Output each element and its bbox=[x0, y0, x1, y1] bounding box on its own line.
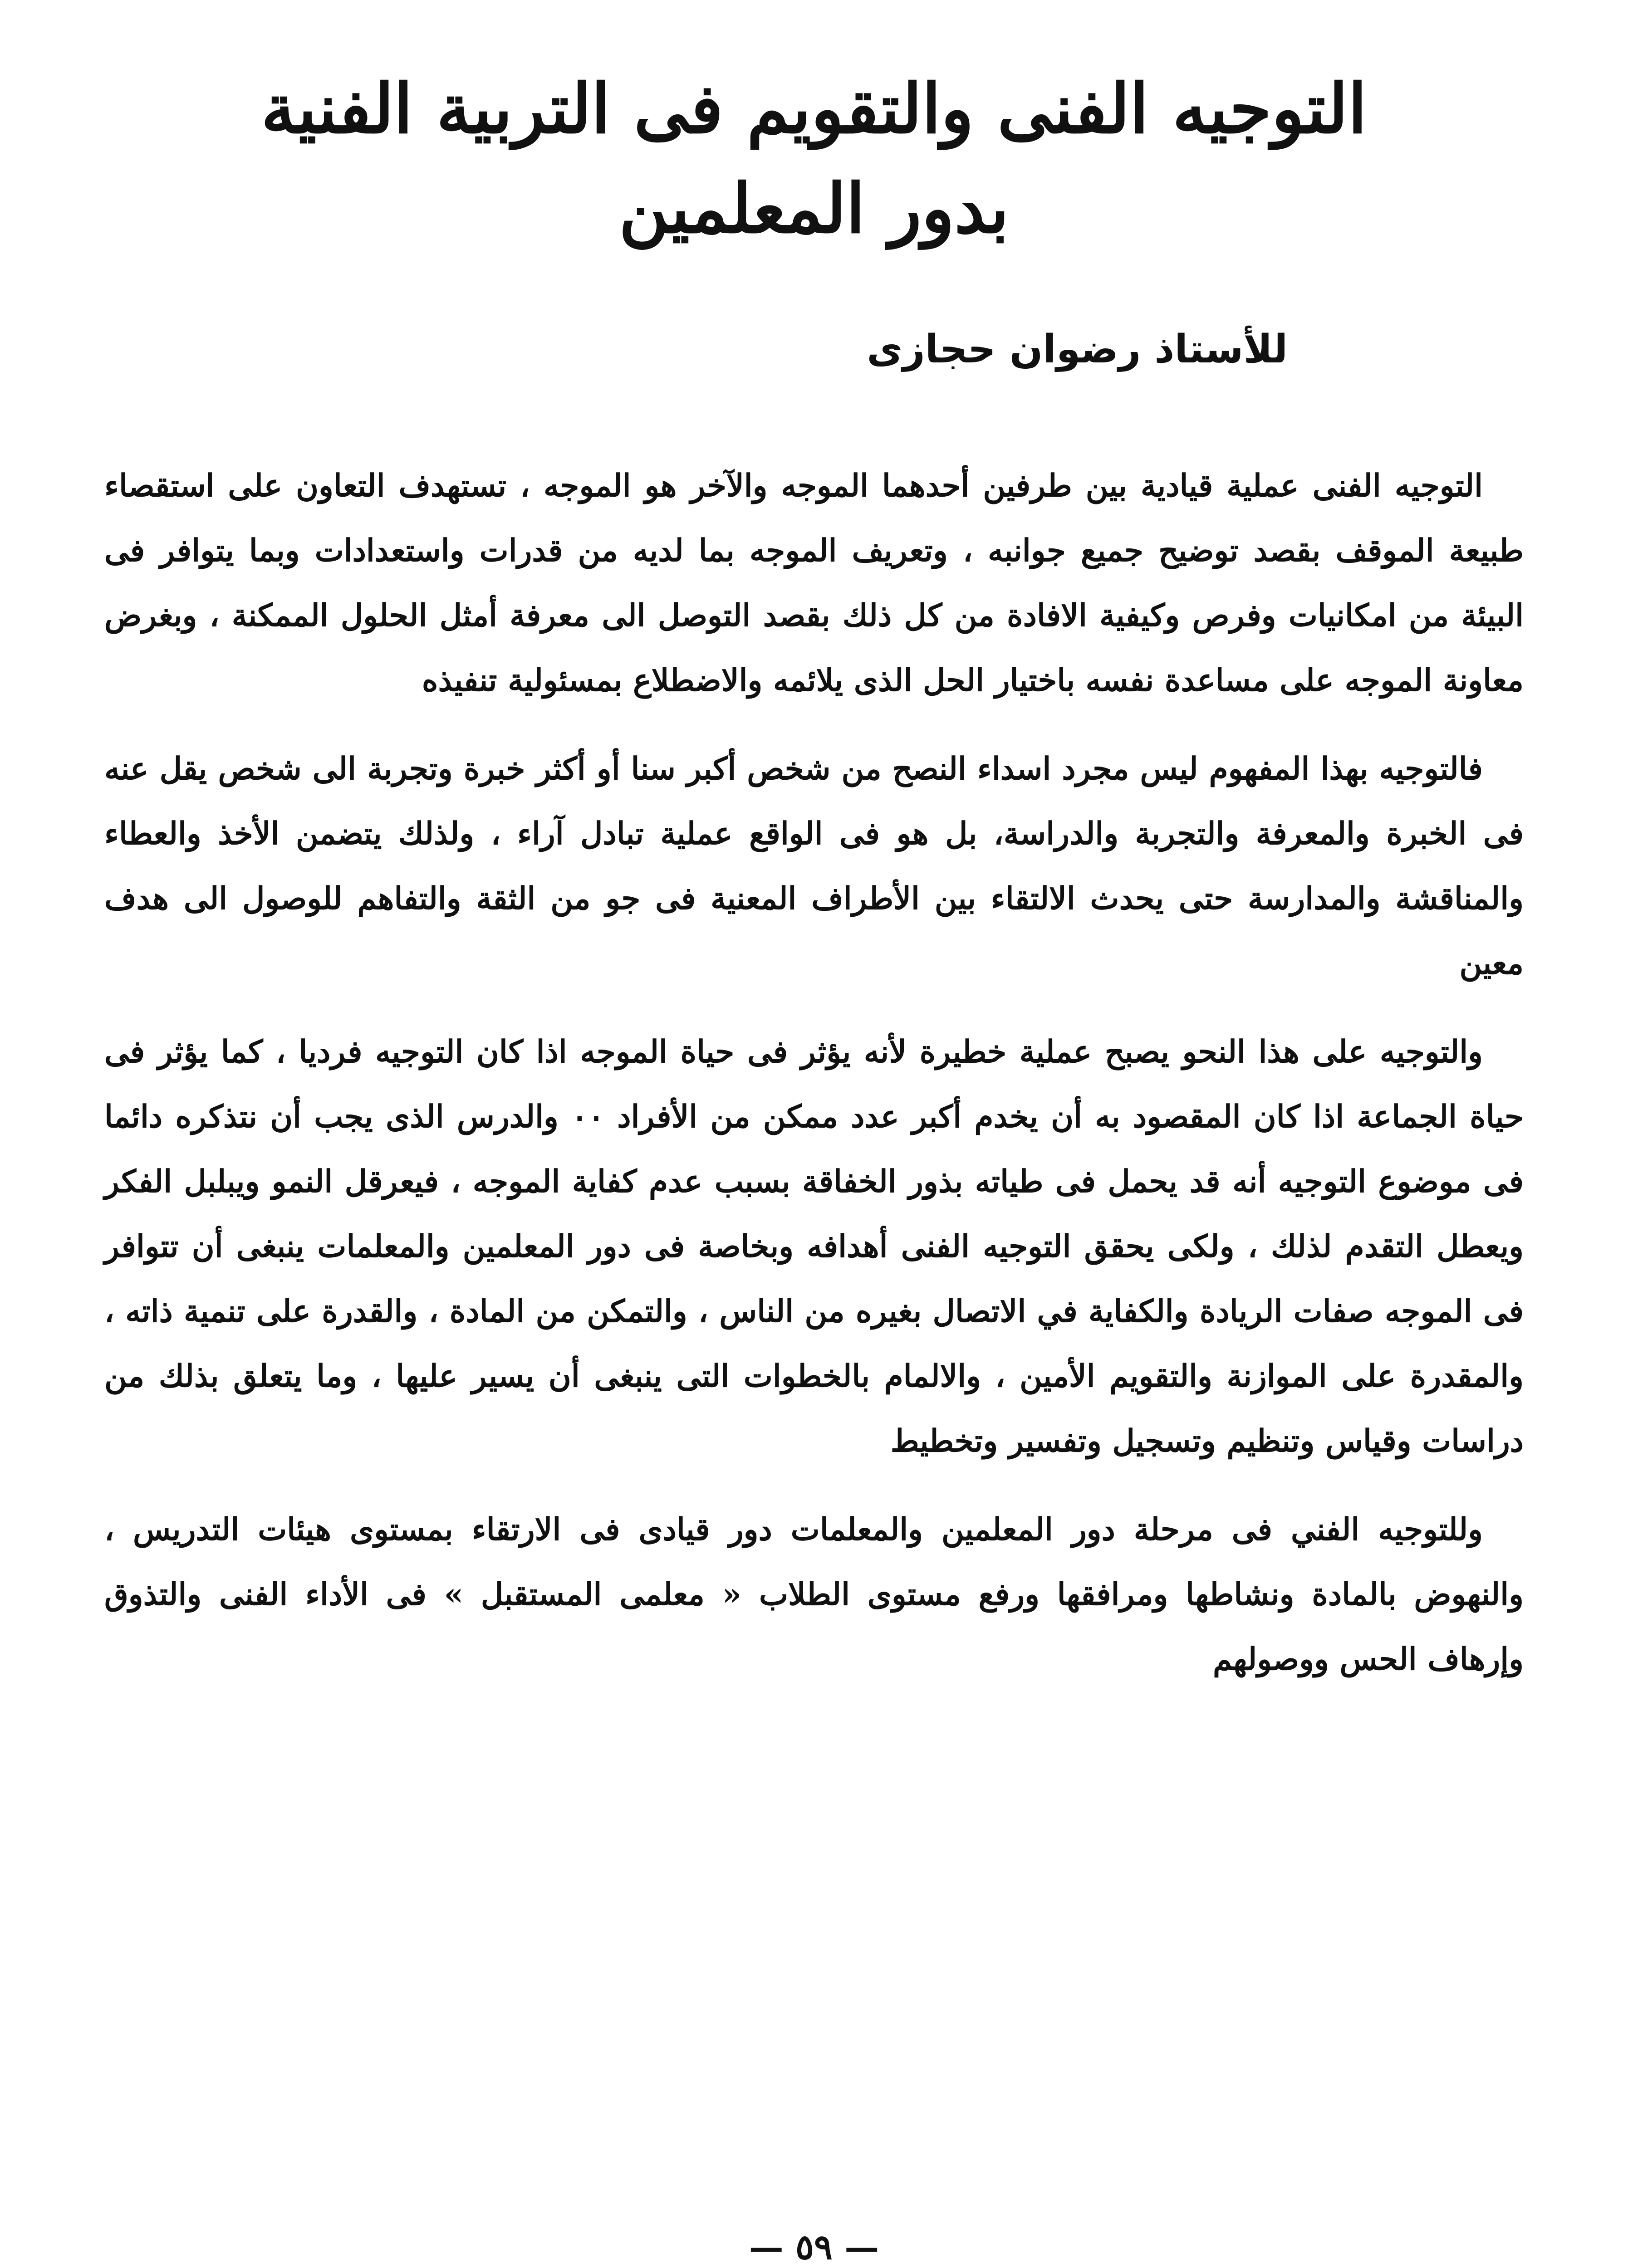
paragraph-1-text: التوجيه الفنى عملية قيادية بين طرفين أحدهما الموجه والآخر هو الموجه ، تستهدف التعاون على استقصاء طبيعة الموقف بقصد توضيح جميع جوانبه ، وتعريف الموجه بما لديه من قدرات واستعدادات وبما يتوافر فى البيئة من امكانيات وفرص وكيفية الافادة من كل ذلك بقصد التوصل الى معرفة أمثل الحلول الممكنة ، وبغرض معاونة الموجه على مساعدة نفسه باختيار الحل الذى يلائمه والاضطلاع بمسئولية تنفيذه bbox=[104, 468, 1524, 699]
paragraph-2-text: فالتوجيه بهذا المفهوم ليس مجرد اسداء النصح من شخص أكبر سنا أو أكثر خبرة وتجربة الى شخص يقل عنه فى الخبرة والمعرفة والتجربة والدراسة، بل هو فى الواقع عملية تبادل آراء ، ولذلك يتضمن الأخذ والعطاء والمناقشة والمدارسة حتى يحدث الالتقاء بين الأطراف المعنية فى جو من الثقة والتفاهم للوصول الى هدف معين bbox=[104, 751, 1524, 982]
article-body bbox=[104, 454, 1524, 1692]
author-byline: للأستاذ رضوان حجازى bbox=[867, 327, 1288, 372]
title-block bbox=[104, 59, 1524, 259]
article-subtitle: بدور المعلمين bbox=[619, 169, 1009, 249]
paragraph-4-text: وللتوجيه الفني فى مرحلة دور المعلمين والمعلمات دور قيادى فى الارتقاء بمستوى هيئات التدريس ، والنهوض بالمادة ونشاطها ومرافقها ورفع مستوى الطلاب « معلمى المستقبل » فى الأداء الفنى والتذوق وإرهاف الحس ووصولهم bbox=[104, 1511, 1524, 1677]
paragraph-4 bbox=[104, 1497, 1524, 1692]
paragraph-3 bbox=[104, 1020, 1524, 1474]
paragraph-2 bbox=[104, 737, 1524, 996]
paragraph-3-text: والتوجيه على هذا النحو يصبح عملية خطيرة لأنه يؤثر فى حياة الموجه اذا كان التوجيه فرديا ، كما يؤثر فى حياة الجماعة اذا كان المقصود به أن يخدم أكبر عدد ممكن من الأفراد ٠٠ والدرس الذى يجب أن نتذكره دائما فى موضوع التوجيه أنه قد يحمل فى طياته بذور الخفاقة بسبب عدم كفاية الموجه ، فيعرقل النمو ويبلبل الفكر ويعطل التقدم لذلك ، ولكى يحقق التوجيه الفنى أهدافه وبخاصة فى دور المعلمين والمعلمات ينبغى أن تتوافر فى الموجه صفات الريادة والكفاية في الاتصال بغيره من الناس ، والتمكن من المادة ، والقدرة على تنمية ذاته ، والمقدرة على الموازنة والتقويم الأمين ، والالمام بالخطوات التى ينبغى أن يسير عليها ، وما يتعلق بذلك من دراسات وقياس وتنظيم وتسجيل وتفسير وتخطيط bbox=[104, 1034, 1524, 1459]
page-number: — ٥٩ — bbox=[749, 2227, 879, 2267]
article-title: التوجيه الفنى والتقويم فى التربية الفنية bbox=[261, 69, 1367, 149]
paragraph-1 bbox=[104, 454, 1524, 713]
